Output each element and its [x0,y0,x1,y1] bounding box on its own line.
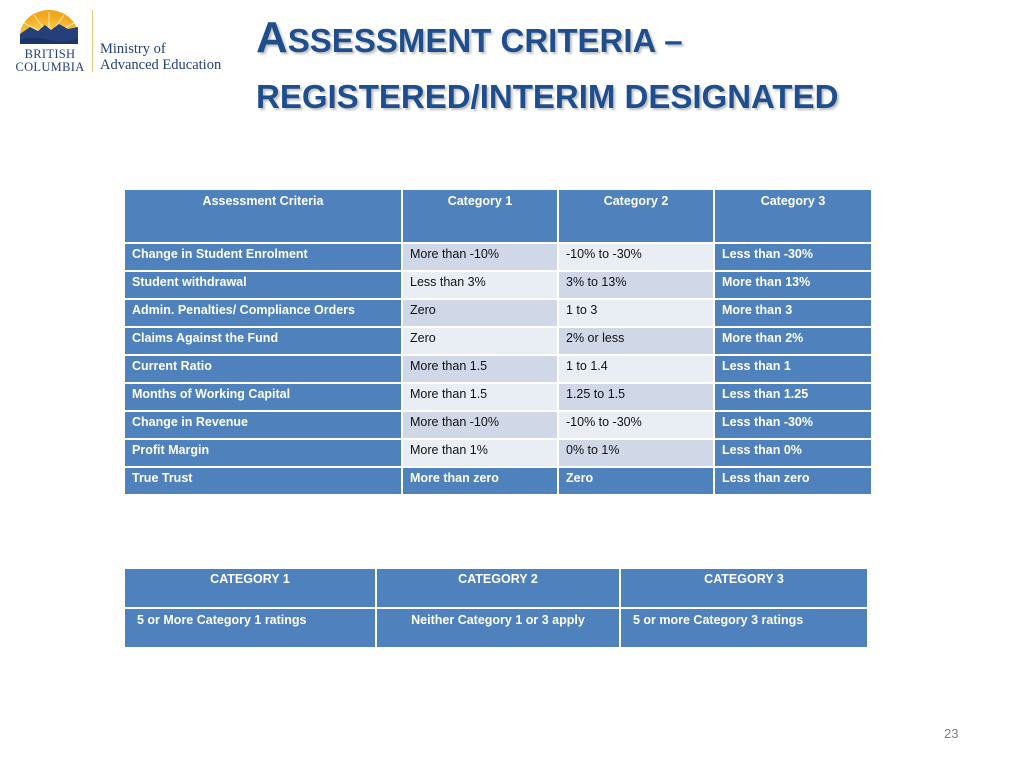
category-2-value: -10% to -30% [559,244,713,270]
criterion-name: Change in Revenue [125,412,401,438]
header-category-3: Category 3 [715,190,871,242]
table-header-row [125,190,871,242]
criterion-name: Claims Against the Fund [125,328,401,354]
table-row [125,272,871,298]
criterion-name: Student withdrawal [125,272,401,298]
criterion-name: True Trust [125,468,401,494]
category-2-value: 1.25 to 1.5 [559,384,713,410]
title-line-2: REGISTERED/INTERIM DESIGNATED [256,78,839,115]
category-1-value: More than 1.5 [403,384,557,410]
table-row [125,328,871,354]
criterion-name: Change in Student Enrolment [125,244,401,270]
summary-category-3-value: 5 or more Category 3 ratings [621,609,867,647]
summary-category-1-value: 5 or More Category 1 ratings [125,609,375,647]
bc-sun-mountain-icon [18,10,80,44]
category-3-value: Less than 0% [715,440,871,466]
summary-header-category-2: CATEGORY 2 [377,569,619,607]
page-number: 23 [944,726,959,741]
title-line-1-text: SSESSMENT CRITERIA – [287,22,683,59]
category-2-value: -10% to -30% [559,412,713,438]
category-summary-table [123,567,869,649]
table-row [125,440,871,466]
category-2-value: 1 to 1.4 [559,356,713,382]
table-row [125,384,871,410]
logo-ministry-name [100,41,221,73]
category-2-value: 0% to 1% [559,440,713,466]
category-1-value: More than zero [403,468,557,494]
category-1-value: Zero [403,328,557,354]
category-2-value: Zero [559,468,713,494]
ministry-line-2: Advanced Education [100,57,222,73]
criterion-name: Admin. Penalties/ Compliance Orders [125,300,401,326]
category-3-value: Less than -30% [715,412,871,438]
category-3-value: More than 3 [715,300,871,326]
category-3-value: Less than 1.25 [715,384,871,410]
category-1-value: Less than 3% [403,272,557,298]
logo-line-columbia: COLUMBIA [15,60,85,74]
category-1-value: More than -10% [403,412,557,438]
title-line-1 [256,10,956,69]
table-row [125,356,871,382]
logo-british-columbia [12,48,88,74]
logo-divider [92,10,93,72]
title-initial: A [256,13,288,62]
criterion-name: Current Ratio [125,356,401,382]
criterion-name: Profit Margin [125,440,401,466]
category-2-value: 2% or less [559,328,713,354]
criterion-name: Months of Working Capital [125,384,401,410]
category-3-value: More than 2% [715,328,871,354]
summary-category-2-value: Neither Category 1 or 3 apply [377,609,619,647]
summary-header-category-3: CATEGORY 3 [621,569,867,607]
category-3-value: More than 13% [715,272,871,298]
category-3-value: Less than 1 [715,356,871,382]
table-row [125,468,871,494]
category-3-value: Less than -30% [715,244,871,270]
table-row [125,300,871,326]
category-1-value: Zero [403,300,557,326]
table-row [125,412,871,438]
page-title [256,10,956,125]
summary-header-category-1: CATEGORY 1 [125,569,375,607]
logo-line-british: BRITISH [24,47,76,61]
header-assessment-criteria: Assessment Criteria [125,190,401,242]
assessment-criteria-table [123,188,873,496]
header-category-1: Category 1 [403,190,557,242]
ministry-line-1: Ministry of [100,41,166,57]
category-1-value: More than 1.5 [403,356,557,382]
bc-ministry-logo [10,8,230,78]
category-3-value: Less than zero [715,468,871,494]
category-2-value: 3% to 13% [559,272,713,298]
category-1-value: More than -10% [403,244,557,270]
category-2-value: 1 to 3 [559,300,713,326]
summary-value-row [125,609,867,647]
summary-header-row [125,569,867,607]
header-category-2: Category 2 [559,190,713,242]
category-1-value: More than 1% [403,440,557,466]
table-row [125,244,871,270]
